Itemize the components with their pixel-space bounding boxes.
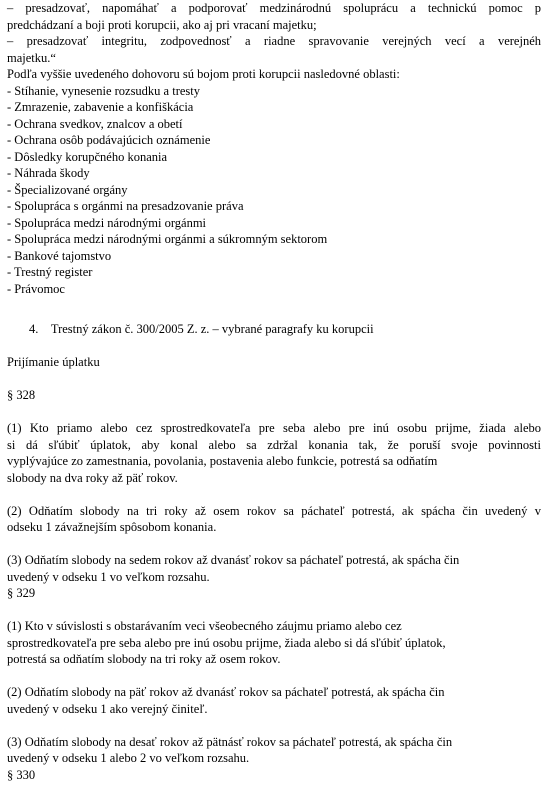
intro-line: predchádzaní a boji proti korupcii, ako aj pri vracaní majetku; (7, 17, 317, 32)
intro-line: – presadzovať integritu, zodpovednosť a riadne spravovanie verejných vecí a verejnéh (7, 34, 541, 48)
clause-line: uvedený v odseku 1 vo veľkom rozsahu. (7, 569, 210, 584)
clause-line: (3) Odňatím slobody na sedem rokov až dvanásť rokov sa páchateľ potrestá, ak spácha čin (7, 553, 460, 567)
document-page (7, 0, 541, 783)
par-328-clause-2 (7, 503, 541, 536)
list-item: - Spolupráca medzi národnými orgánmi (7, 215, 207, 230)
par-329-clause-1 (7, 618, 541, 668)
list-item: - Právomoc (7, 281, 65, 296)
list-item: - Stíhanie, vynesenie rozsudku a tresty (7, 83, 201, 98)
list-item: - Náhrada škody (7, 166, 90, 180)
paragraph-title-329: § 329 (7, 586, 36, 600)
intro-block (7, 0, 541, 83)
list-item: - Spolupráca s orgánmi na presadzovanie práva (7, 199, 244, 213)
list-item: - Bankové tajomstvo (7, 248, 112, 263)
list-item: - Spolupráca medzi národnými orgánmi a súkromným sektorom (7, 232, 328, 246)
subheading: Prijímanie úplatku (7, 355, 100, 369)
section-number: 4. (29, 322, 39, 336)
list-item: - Ochrana osôb podávajúcich oznámenie (7, 133, 211, 147)
list-item: - Ochrana svedkov, znalcov a obetí (7, 116, 183, 131)
par-329-clause-2 (7, 684, 541, 717)
clause-line: potrestá sa odňatím slobody na tri roky až osem rokov. (7, 652, 281, 666)
clause-line: vyplývajúce zo zamestnania, povolania, postavenia alebo funkcie, potrestá sa odňatím (7, 454, 438, 468)
list-item: - Špecializované orgány (7, 182, 128, 197)
clause-line: sprostredkovateľa pre seba alebo pre inú osobu prijme, žiada alebo si dá sľúbiť úplatok, (7, 635, 446, 650)
clause-line: si dá sľúbiť úplatok, aby konal alebo sa zdržal konania tak, že poruší svoje povinnosti (7, 437, 541, 452)
anticorruption-areas-list (7, 83, 541, 298)
paragraph-title-330: § 330 (7, 767, 36, 782)
par-328-clause-3 (7, 552, 541, 585)
list-item: - Dôsledky korupčného konania (7, 149, 168, 164)
list-item: - Zmrazenie, zabavenie a konfiškácia (7, 100, 194, 114)
clause-line: (2) Odňatím slobody na päť rokov až dvanásť rokov sa páchateľ potrestá, ak spácha čin (7, 685, 445, 699)
clause-line: (2) Odňatím slobody na tri roky až osem rokov sa páchateľ potrestá, ak spácha čin uvedený v (7, 503, 541, 518)
section-title: Trestný zákon č. 300/2005 Z. z. – vybrané paragrafy ku korupcii (50, 322, 374, 336)
clause-line: (1) Kto priamo alebo cez sprostredkovateľa pre seba alebo pre inú osobu prijme, žiada alebo (7, 421, 541, 435)
clause-line: slobody na dva roky až päť rokov. (7, 470, 178, 485)
intro-line: – presadzovať, napomáhať a podporovať medzinárodnú spoluprácu a technickú pomoc p (7, 1, 541, 15)
paragraph-title-328: § 328 (7, 388, 36, 402)
clause-line: odseku 1 závažnejším spôsobom konania. (7, 520, 217, 534)
intro-line: majetku.“ (7, 50, 56, 65)
list-item: - Trestný register (7, 265, 93, 279)
clause-line: (3) Odňatím slobody na desať rokov až pätnásť rokov sa páchateľ potrestá, ak spácha čin (7, 734, 453, 749)
clause-line: (1) Kto v súvislosti s obstarávaním veci všeobecného záujmu priamo alebo cez (7, 619, 402, 633)
par-328-clause-1 (7, 420, 541, 486)
clause-line: uvedený v odseku 1 alebo 2 vo veľkom rozsahu. (7, 751, 250, 765)
par-329-clause-3 (7, 734, 541, 767)
clause-line: uvedený v odseku 1 ako verejný činiteľ. (7, 701, 208, 716)
section-heading (7, 321, 541, 338)
intro-line: Podľa vyššie uvedeného dohovoru sú bojom proti korupcii nasledovné oblasti: (7, 67, 400, 81)
